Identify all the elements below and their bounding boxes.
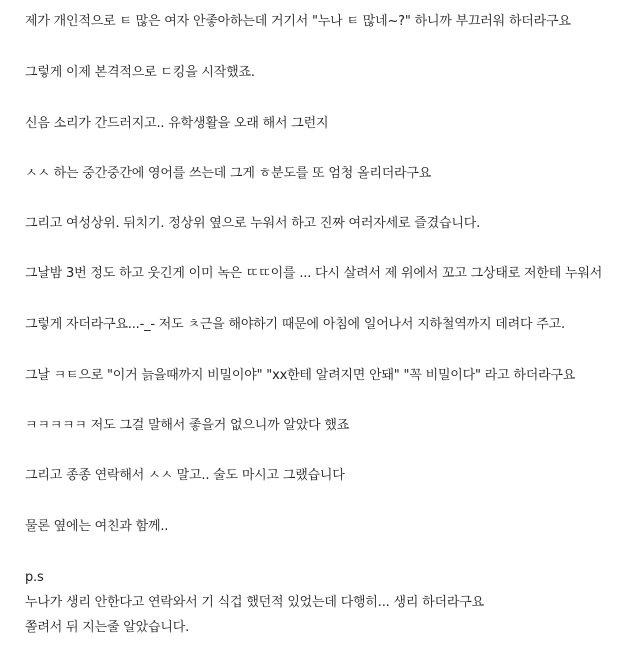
post-line: 그리고 여성상위. 뒤치기. 정상위 옆으로 누워서 하고 진짜 여러자세로 즐겼습니다. [25, 216, 481, 231]
post-line: 누나가 생리 안한다고 연락와서 기 식겁 했던적 있었는데 다행히... 생리 하더라구요 [25, 595, 484, 610]
post-line: ㅅㅅ 하는 중간중간에 영어를 쓰는데 그게 ㅎ분도를 또 엄청 올리더라구요 [25, 166, 432, 181]
post-line: 제가 개인적으로 ㅌ 많은 여자 안좋아하는데 거기서 "누나 ㅌ 많네~?" 하니까 부끄러워 하더라구요 [25, 14, 571, 29]
post-line: p.s [25, 570, 44, 585]
post-line: 그렇게 자더라구요...-_- 저도 ㅊ근을 해야하기 때문에 아침에 일어나서 지하철역까지 데려다 주고. [25, 317, 565, 332]
post-line: 그리고 종종 연락해서 ㅅㅅ 말고.. 술도 마시고 그랬습니다 [25, 468, 345, 483]
post-line: 쫄려서 뒤 지는줄 알았습니다. [25, 620, 190, 635]
post-line: 신음 소리가 간드러지고.. 유학생활을 오래 해서 그런지 [25, 116, 329, 131]
post-line: 그날 ㅋㅌ으로 "이거 늙을때까지 비밀이야" "xx한테 알려지면 안돼" "꼭 비밀이다" 라고 하더라구요 [25, 368, 576, 383]
post-line: 물론 옆에는 여친과 함께.. [25, 519, 169, 534]
post-line: ㅋㅋㅋㅋㅋ 저도 그걸 말해서 좋을거 없으니까 알았다 했죠 [25, 418, 350, 433]
post-line: 그날밤 3번 정도 하고 웃긴게 이미 녹은 ㄸㄸ이를 ... 다시 살려서 제 위에서 꼬고 그상태로 저한테 누워서 [25, 266, 603, 281]
post-line: 그렇게 이제 본격적으로 ㄷ킹을 시작했죠. [25, 65, 255, 80]
